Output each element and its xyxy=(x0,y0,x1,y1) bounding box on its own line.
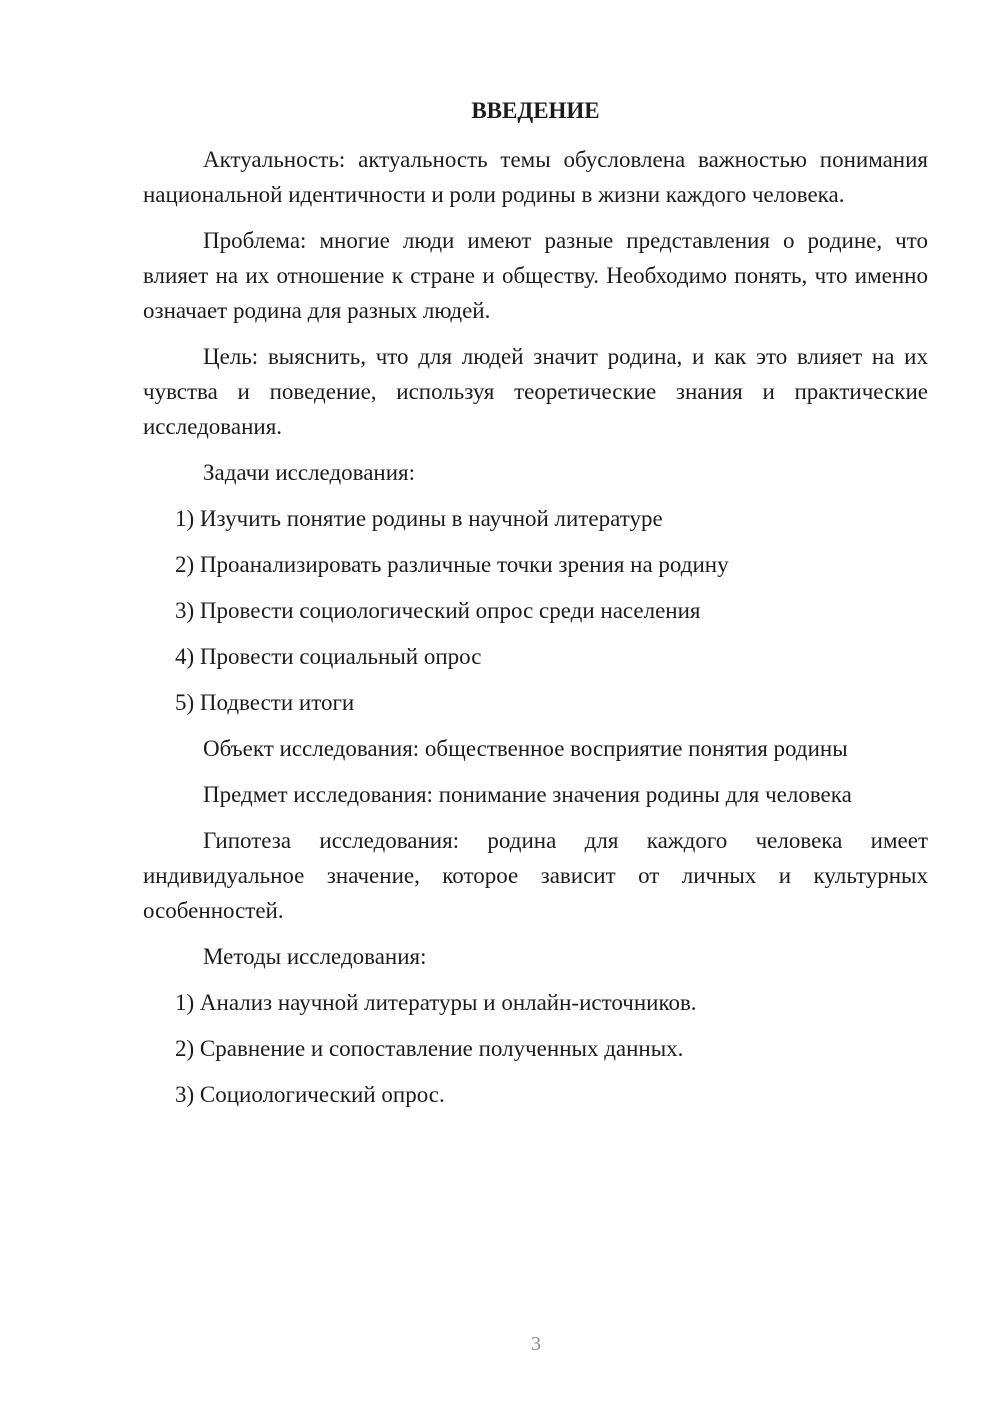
section-title: ВВЕДЕНИЕ xyxy=(471,98,600,123)
task-item: 5) Подвести итоги xyxy=(175,690,355,715)
task-item: 1) Изучить понятие родины в научной литературе xyxy=(175,506,663,531)
task-item: 2) Проанализировать различные точки зрения на родину xyxy=(175,552,729,577)
tasks-list xyxy=(143,501,928,720)
hypothesis-paragraph: Гипотеза исследования: родина для каждого человека имеет индивидуальное значение, которое зависит от личных и культурных особенностей. xyxy=(143,828,928,923)
method-item: 2) Сравнение и сопоставление полученных данных. xyxy=(175,1036,684,1061)
task-item: 4) Провести социальный опрос xyxy=(175,644,482,669)
page-number: 3 xyxy=(531,1333,541,1355)
relevance-paragraph: Актуальность: актуальность темы обусловлена важностью понимания национальной идентичности и роли родины в жизни каждого человека. xyxy=(143,147,928,207)
methods-list xyxy=(143,985,928,1112)
method-item: 1) Анализ научной литературы и онлайн-источников. xyxy=(175,990,697,1015)
object-paragraph: Объект исследования: общественное восприятие понятия родины xyxy=(203,736,848,761)
document-body xyxy=(143,94,928,1123)
method-item: 3) Социологический опрос. xyxy=(175,1082,445,1107)
problem-paragraph: Проблема: многие люди имеют разные представления о родине, что влияет на их отношение к стране и обществу. Необходимо понять, что именно означает родина для разных людей. xyxy=(143,228,928,323)
methods-heading: Методы исследования: xyxy=(203,944,427,969)
tasks-heading: Задачи исследования: xyxy=(203,460,416,485)
task-item: 3) Провести социологический опрос среди населения xyxy=(175,598,701,623)
goal-paragraph: Цель: выяснить, что для людей значит родина, и как это влияет на их чувства и поведение, используя теоретические знания и практические исследования. xyxy=(143,344,928,439)
subject-paragraph: Предмет исследования: понимание значения родины для человека xyxy=(203,782,852,807)
